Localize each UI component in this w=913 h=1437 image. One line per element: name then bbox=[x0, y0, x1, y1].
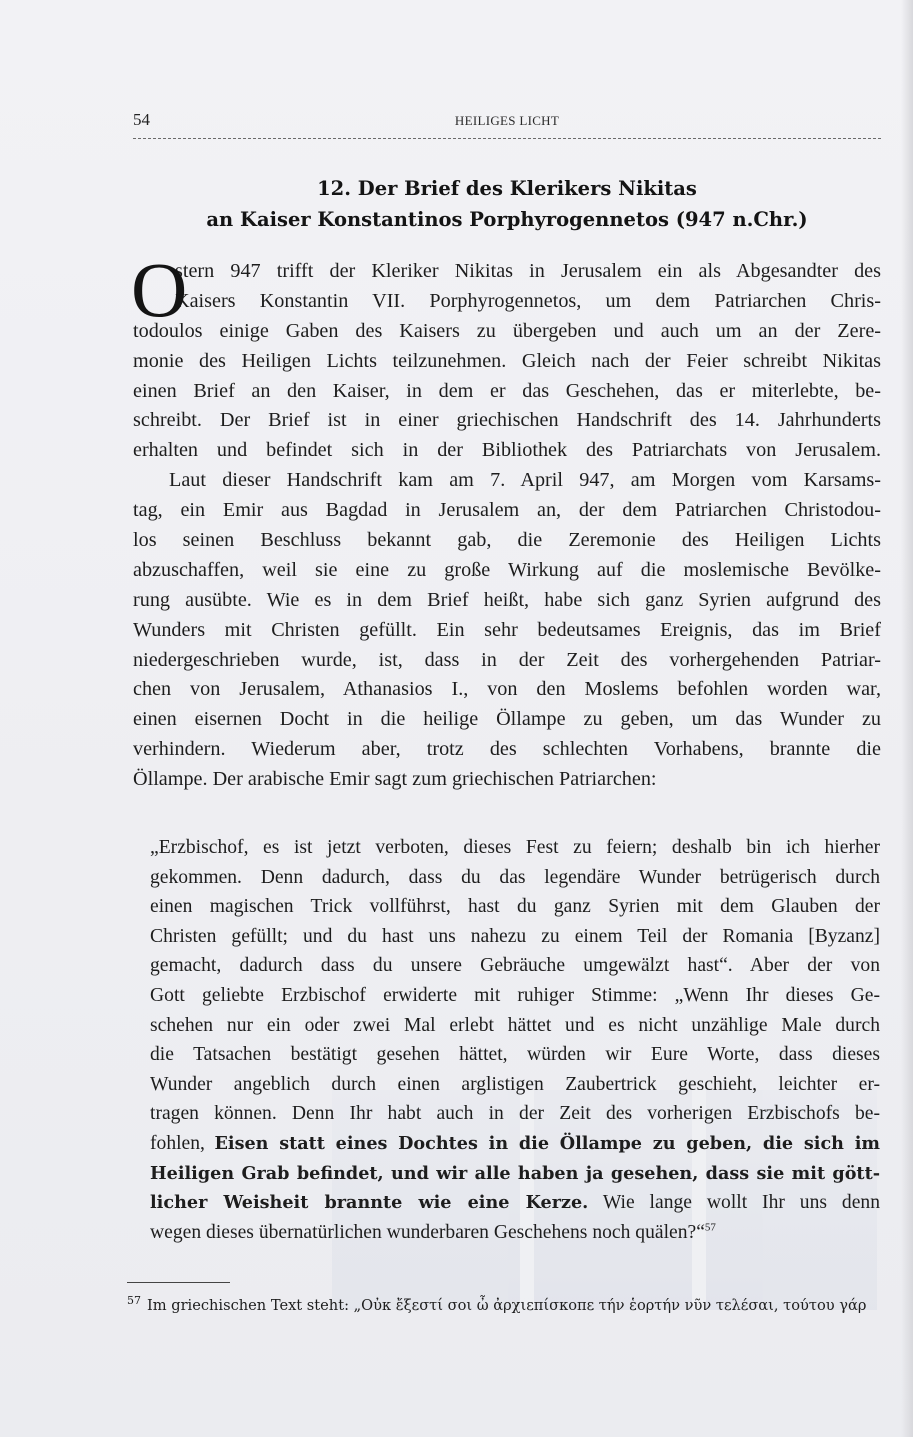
drop-cap: O bbox=[131, 246, 188, 333]
quote-line: „Erzbischof, es ist jetzt verboten, dieses Fest zu feiern; deshalb bin ich hierher bbox=[150, 837, 880, 858]
text-line: Laut dieser Handschrift kam am 7. April 947, am Morgen vom Karsams- bbox=[169, 469, 881, 492]
text-line: stern 947 trifft der Kleriker Nikitas in Jerusalem ein als Abgesandter des bbox=[175, 260, 881, 282]
footnote bbox=[127, 1295, 887, 1317]
paragraph bbox=[133, 466, 881, 795]
quote-line bbox=[150, 1129, 880, 1159]
text-line: los seinen Beschluss bekannt gab, die Zeremonie des Heiligen Lichts bbox=[133, 529, 881, 552]
quote-line bbox=[150, 1159, 880, 1189]
text-line: Kaisers Konstantin VII. Porphyrogennetos, um dem Patriarchen Chris- bbox=[175, 289, 881, 312]
chapter-title bbox=[133, 173, 881, 235]
footnote-reference[interactable]: 57 bbox=[704, 1221, 716, 1234]
text-line: Wunders mit Christen gefüllt. Ein sehr bedeutsames Ereignis, das im Brief bbox=[133, 618, 881, 641]
text-line: tag, ein Emir aus Bagdad in Jerusalem an, der dem Patriarchen Christodou- bbox=[133, 499, 881, 522]
block-quote bbox=[150, 833, 880, 1247]
quote-line: Christen gefüllt; und du hast uns nahezu zu einem Teil der Romania [Byzanz] bbox=[150, 925, 880, 947]
quote-line: tragen können. Denn Ihr habt auch in der Zeit des vorherigen Erzbischofs be- bbox=[150, 1103, 880, 1125]
footnote-number: 57 bbox=[127, 1294, 141, 1308]
text-line: abzuschaffen, weil sie eine zu große Wirkung auf die moslemische Bevölke- bbox=[133, 558, 881, 581]
text-line: niedergeschrieben wurde, ist, dass in der Zeit des vorhergehenden Patriar- bbox=[133, 648, 881, 671]
quote-text: fohlen, bbox=[150, 1132, 215, 1154]
quote-line: gekommen. Denn dadurch, dass du das legendäre Wunder betrügerisch durch bbox=[150, 866, 880, 888]
quote-line: die Tatsachen bestätigt gesehen hättet, würden wir Eure Worte, dass dieses bbox=[150, 1044, 880, 1066]
page-edge-shadow bbox=[901, 0, 913, 1437]
quote-text: wegen dieses übernatürlichen wunderbaren Geschehens noch quälen?“ bbox=[150, 1221, 705, 1243]
header-rule bbox=[133, 138, 881, 139]
emphasized-text: Heiligen Grab befindet, und wir alle haben ja gesehen, dass sie mit gött- bbox=[150, 1162, 880, 1184]
text-line: einen Brief an den Kaiser, in dem er das Geschehen, das er miterlebte, be- bbox=[133, 379, 881, 402]
text-line: schreibt. Der Brief ist in einer griechischen Handschrift des 14. Jahrhunderts bbox=[133, 409, 881, 432]
quote-line: einen magischen Trick vollführst, hast du ganz Syrien mit dem Glauben der bbox=[150, 896, 880, 918]
chapter-title-line: 12. Der Brief des Klerikers Nikitas bbox=[317, 177, 697, 200]
text-line: rung ausübte. Wie es in dem Brief heißt, habe sich ganz Syrien aufgrund des bbox=[133, 588, 881, 611]
running-head-title: HEILIGES LICHT bbox=[454, 113, 560, 128]
page-number: 54 bbox=[133, 110, 150, 129]
body-text bbox=[131, 246, 881, 795]
text-line: Öllampe. Der arabische Emir sagt zum griechischen Patriarchen: bbox=[133, 768, 657, 791]
emphasized-text: Eisen statt eines Dochtes in die Öllampe zu geben, die sich im bbox=[214, 1132, 881, 1154]
text-line: einen eisernen Docht in die heilige Öllampe zu geben, um das Wunder zu bbox=[133, 708, 881, 731]
quote-line: schehen nur ein oder zwei Mal erlebt hättet und es nicht unzählige Male durch bbox=[150, 1014, 880, 1036]
footnote-rule bbox=[127, 1282, 230, 1283]
emphasized-text: licher Weisheit brannte wie eine Kerze. bbox=[150, 1192, 589, 1214]
quote-line: Gott geliebte Erzbischof erwiderte mit ruhiger Stimme: „Wenn Ihr dieses Ge- bbox=[150, 984, 880, 1006]
quote-text: Wie lange wollt Ihr uns denn bbox=[588, 1192, 880, 1214]
text-line: monie des Heiligen Lichts teilzunehmen. Gleich nach der Feier schreibt Nikitas bbox=[133, 349, 881, 372]
quote-line bbox=[150, 1188, 880, 1218]
text-line: chen von Jerusalem, Athanasios I., von den Moslems befohlen worden war, bbox=[133, 678, 881, 701]
text-line: todoulos einige Gaben des Kaisers zu übergeben und auch um an der Zere- bbox=[133, 319, 881, 342]
text-line: erhalten und befindet sich in der Bibliothek des Patriarchats von Jerusalem. bbox=[133, 439, 881, 462]
paragraph bbox=[131, 246, 881, 466]
chapter-title-line: an Kaiser Konstantinos Porphyrogennetos (947 n.Chr.) bbox=[206, 208, 808, 231]
text-line: verhindern. Wiederum aber, trotz des schlechten Vorhabens, brannte die bbox=[133, 738, 881, 761]
quote-line bbox=[150, 1218, 880, 1248]
quote-line: Wunder angeblich durch einen arglistigen Zaubertrick geschieht, leichter er- bbox=[150, 1073, 880, 1095]
running-head bbox=[133, 110, 881, 140]
footnote-text: Im griechischen Text steht: „Οὐκ ἔξεστί σοι ὦ ἀρχιεπίσκοπε τήν ἑορτήν νῦν τελέσαι, τούτου γάρ bbox=[147, 1297, 867, 1314]
quote-line: gemacht, dadurch dass du unsere Gebräuche umgewälzt hast“. Aber der von bbox=[150, 955, 880, 977]
